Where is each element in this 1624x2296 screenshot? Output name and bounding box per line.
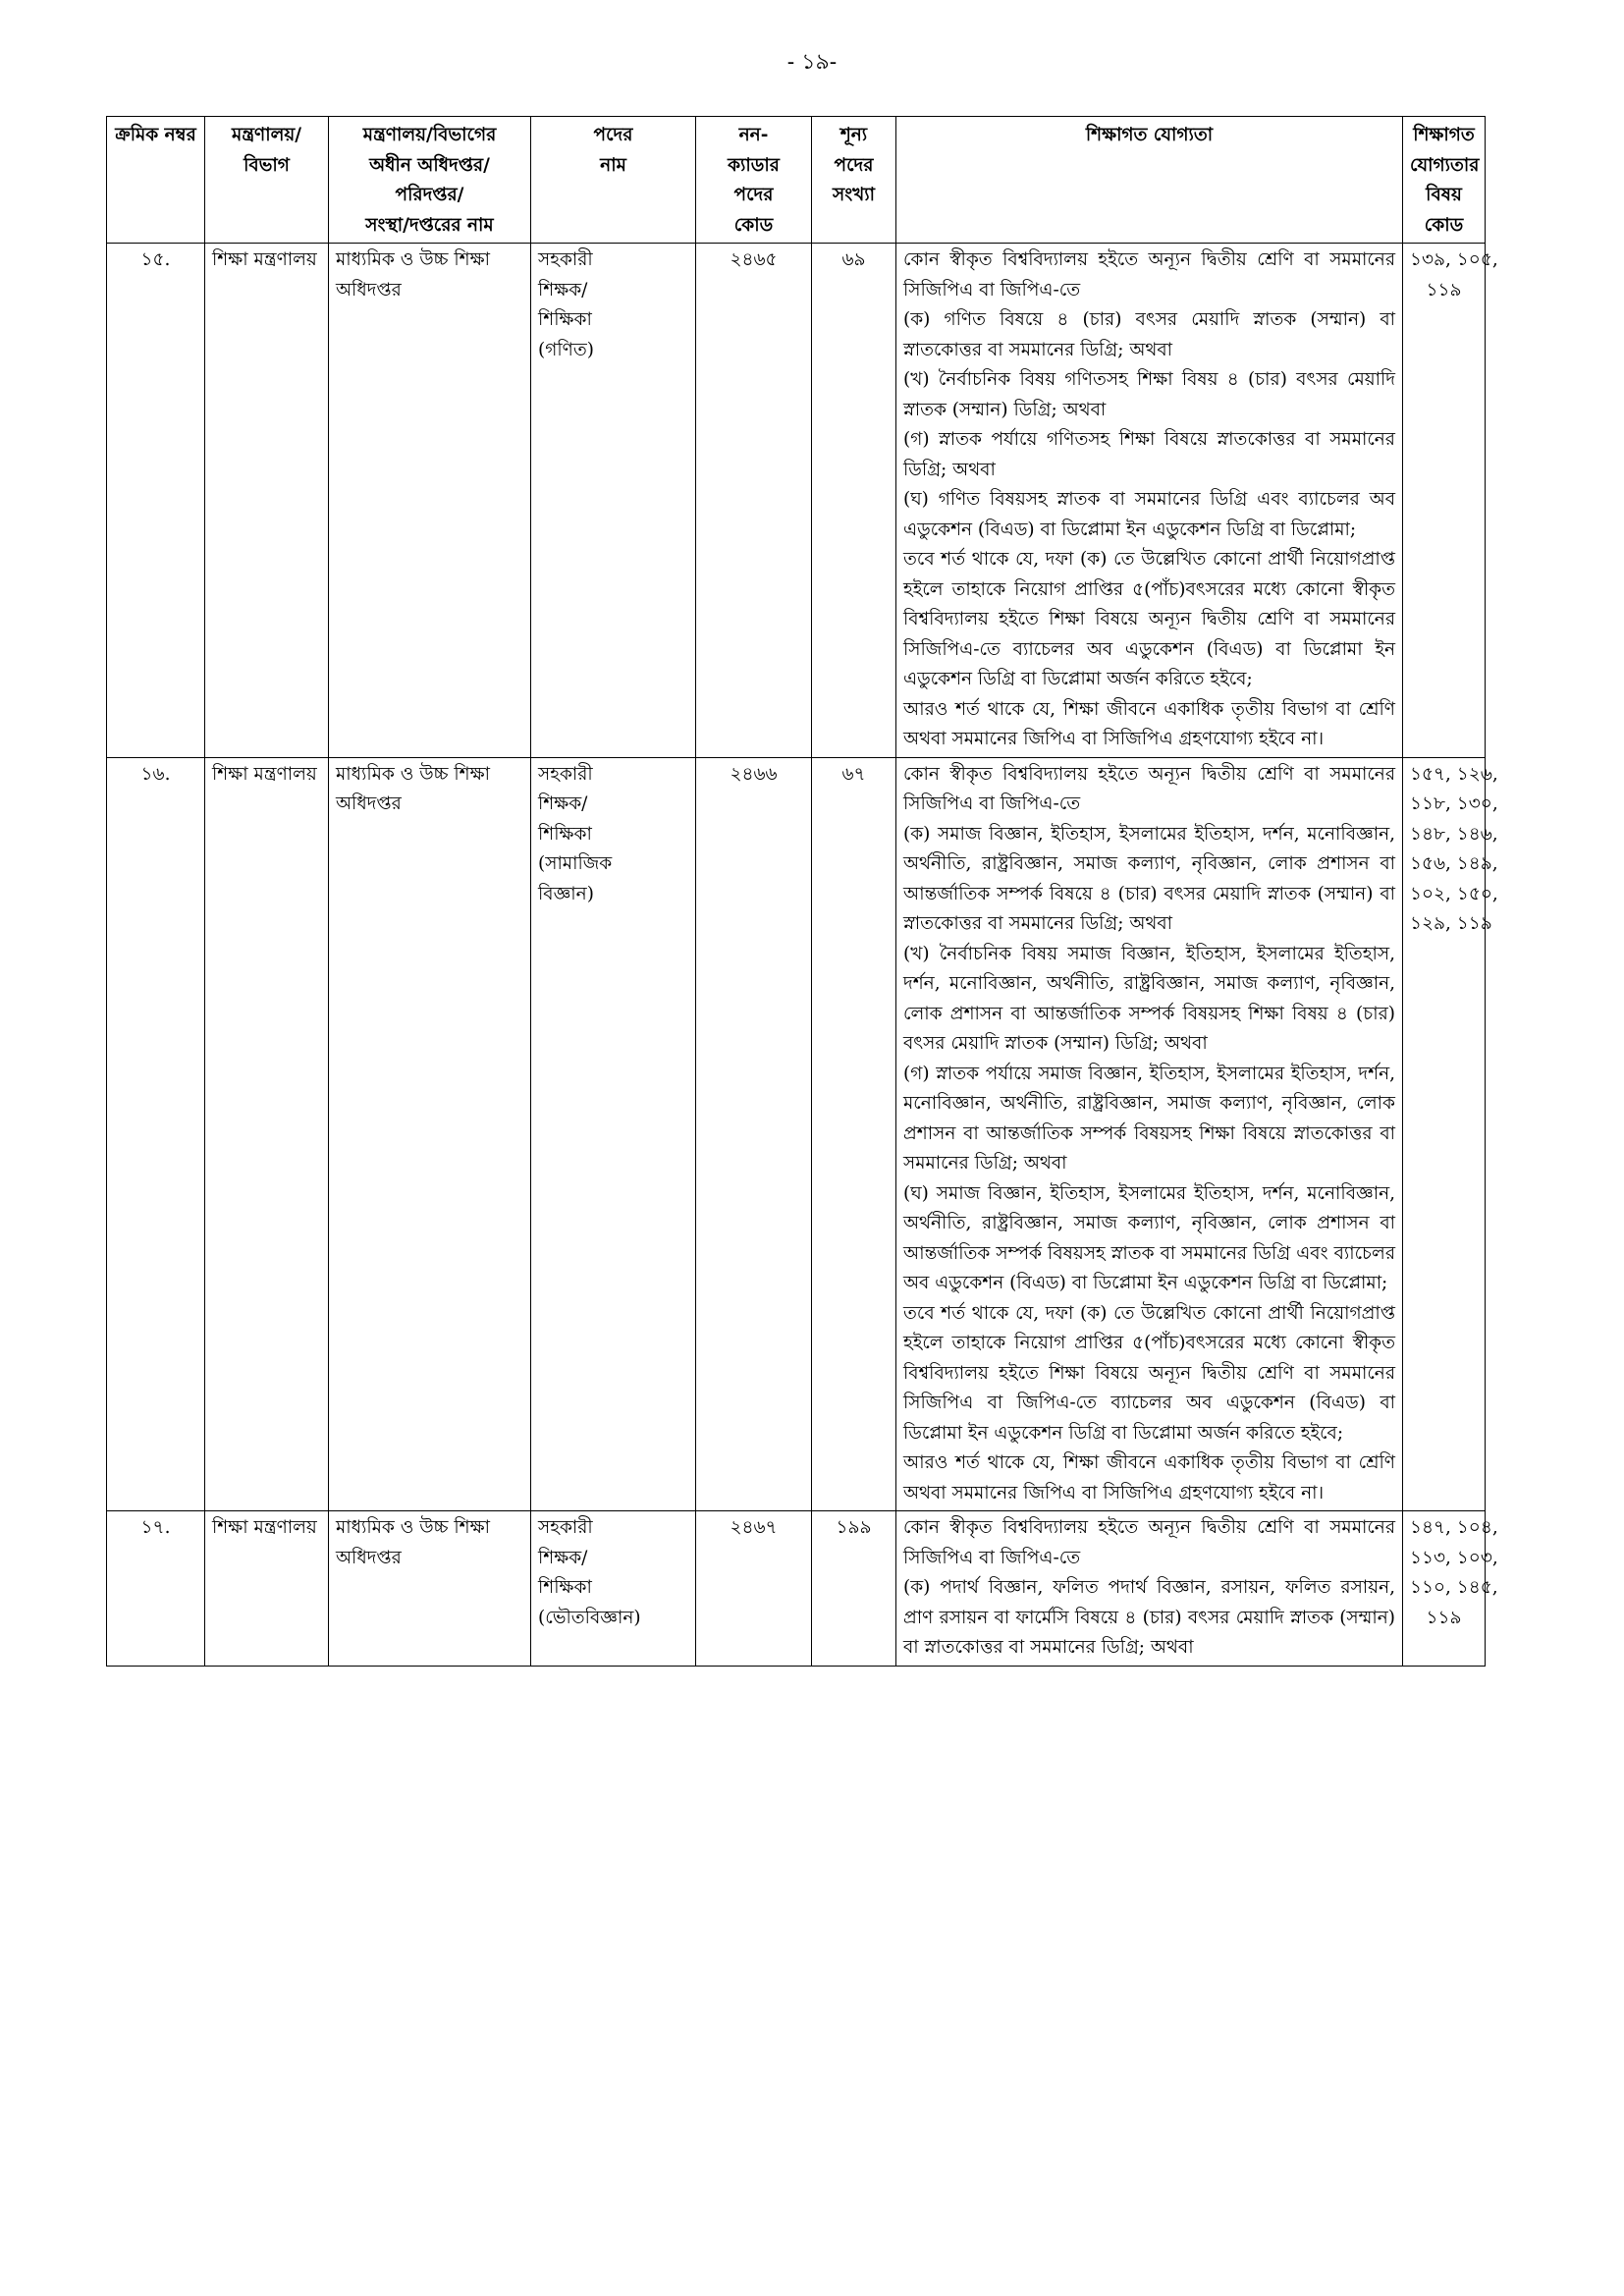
qualification-cell [896,244,1403,758]
post-name-cell: সহকারী শিক্ষক/ শিক্ষিকা (ভৌতবিজ্ঞান) [531,1511,696,1667]
qualification-paragraph: (খ) নৈর্বাচনিক বিষয় সমাজ বিজ্ঞান, ইতিহাস, ইসলামের ইতিহাস, দর্শন, মনোবিজ্ঞান, অর্থনীতি, রাষ্ট্রবিজ্ঞান, সমাজ কল্যাণ, নৃবিজ্ঞান, লোক প্রশাসন বা আন্তর্জাতিক সম্পর্ক বিষয়সহ শিক্ষা বিষয় ৪ (চার) বৎসর মেয়াদি স্নাতক (সম্মান) ডিগ্রি; অথবা [903,943,1395,1054]
page-number: - ১৯- [786,50,838,75]
ministry-cell: শিক্ষা মন্ত্রণালয় [205,757,329,1511]
qualification-paragraph: (ঘ) গণিত বিষয়সহ স্নাতক বা সমমানের ডিগ্রি এবং ব্যাচেলর অব এডুকেশন (বিএড) বা ডিপ্লোমা ইন এডুকেশন ডিগ্রি বা ডিপ্লোমা; [903,489,1395,540]
qualification-paragraph: (গ) স্নাতক পর্যায়ে গণিতসহ শিক্ষা বিষয়ে স্নাতকোত্তর বা সমমানের ডিগ্রি; অথবা [903,429,1395,480]
qualification-cell [896,1511,1403,1667]
qualification-paragraph: (ক) সমাজ বিজ্ঞান, ইতিহাস, ইসলামের ইতিহাস, দর্শন, মনোবিজ্ঞান, অর্থনীতি, রাষ্ট্রবিজ্ঞান, সমাজ কল্যাণ, নৃবিজ্ঞান, লোক প্রশাসন বা আন্তর্জাতিক সম্পর্ক বিষয়ে ৪ (চার) বৎসর মেয়াদি স্নাতক (সম্মান) বা স্নাতকোত্তর বা সমমানের ডিগ্রি; অথবা [903,823,1395,934]
ministry-cell: শিক্ষা মন্ত্রণালয় [205,244,329,758]
ministry-cell: শিক্ষা মন্ত্রণালয় [205,1511,329,1667]
header-department: মন্ত্রণালয়/বিভাগের অধীন অধিদপ্তর/ পরিদপ্তর/ সংস্থা/দপ্তরের নাম [329,117,531,244]
post-name-cell: সহকারী শিক্ষক/ শিক্ষিকা (গণিত) [531,244,696,758]
header-qualification: শিক্ষাগত যোগ্যতা [896,117,1403,244]
qualification-paragraph: (ক) গণিত বিষয়ে ৪ (চার) বৎসর মেয়াদি স্নাতক (সম্মান) বা স্নাতকোত্তর বা সমমানের ডিগ্রি; অথবা [903,309,1395,360]
serial-cell: ১৭. [107,1511,205,1667]
qualification-paragraph: (ঘ) সমাজ বিজ্ঞান, ইতিহাস, ইসলামের ইতিহাস, দর্শন, মনোবিজ্ঞান, অর্থনীতি, রাষ্ট্রবিজ্ঞান, সমাজ কল্যাণ, নৃবিজ্ঞান, লোক প্রশাসন বা আন্তর্জাতিক সম্পর্ক বিষয়সহ স্নাতক বা সমমানের ডিগ্রি এবং ব্যাচেলর অব এডুকেশন (বিএড) বা ডিপ্লোমা ইন এডুকেশন ডিগ্রি বা ডিপ্লোমা; [903,1182,1395,1293]
non-cadre-code-cell: ২৪৬৭ [696,1511,812,1667]
table-row [107,757,1486,1511]
table-row [107,244,1486,758]
qualification-paragraph: তবে শর্ত থাকে যে, দফা (ক) তে উল্লেখিত কোনো প্রার্থী নিয়োগপ্রাপ্ত হইলে তাহাকে নিয়োগ প্রাপ্তির ৫(পাঁচ)বৎসরের মধ্যে কোনো স্বীকৃত বিশ্ববিদ্যালয় হইতে শিক্ষা বিষয়ে অন্যূন দ্বিতীয় শ্রেণি বা সমমানের সিজিপিএ বা জিপিএ-তে ব্যাচেলর অব এডুকেশন (বিএড) বা ডিপ্লোমা ইন এডুকেশন ডিগ্রি বা ডিপ্লোমা অর্জন করিতে হইবে; [903,1302,1395,1444]
post-name-cell: সহকারী শিক্ষক/ শিক্ষিকা (সামাজিক বিজ্ঞান) [531,757,696,1511]
header-row [107,117,1486,244]
header-non-cadre-code: নন- ক্যাডার পদের কোড [696,117,812,244]
vacancy-count-cell: ৬৭ [812,757,896,1511]
qualification-paragraph: আরও শর্ত থাকে যে, শিক্ষা জীবনে একাধিক তৃতীয় বিভাগ বা শ্রেণি অথবা সমমানের জিপিএ বা সিজিপিএ গ্রহণযোগ্য হইবে না। [903,698,1395,749]
non-cadre-code-cell: ২৪৬৬ [696,757,812,1511]
header-post-name: পদের নাম [531,117,696,244]
qualification-cell [896,757,1403,1511]
header-ministry: মন্ত্রণালয়/ বিভাগ [205,117,329,244]
qualification-paragraph: কোন স্বীকৃত বিশ্ববিদ্যালয় হইতে অন্যূন দ্বিতীয় শ্রেণি বা সমমানের সিজিপিএ বা জিপিএ-তে [903,1517,1395,1568]
serial-cell: ১৬. [107,757,205,1511]
vacancy-count-cell: ৬৯ [812,244,896,758]
serial-cell: ১৫. [107,244,205,758]
qualification-paragraph: কোন স্বীকৃত বিশ্ববিদ্যালয় হইতে অন্যূন দ্বিতীয় শ্রেণি বা সমমানের সিজিপিএ বা জিপিএ-তে [903,249,1395,301]
department-cell: মাধ্যমিক ও উচ্চ শিক্ষা অধিদপ্তর [329,1511,531,1667]
qualification-paragraph: আরও শর্ত থাকে যে, শিক্ষা জীবনে একাধিক তৃতীয় বিভাগ বা শ্রেণি অথবা সমমানের জিপিএ বা সিজিপিএ গ্রহণযোগ্য হইবে না। [903,1452,1395,1503]
header-subject-code: শিক্ষাগত যোগ্যতার বিষয় কোড [1403,117,1486,244]
qualification-paragraph: (গ) স্নাতক পর্যায়ে সমাজ বিজ্ঞান, ইতিহাস, ইসলামের ইতিহাস, দর্শন, মনোবিজ্ঞান, অর্থনীতি, রাষ্ট্রবিজ্ঞান, সমাজ কল্যাণ, নৃবিজ্ঞান, লোক প্রশাসন বা আন্তর্জাতিক সম্পর্ক বিষয়সহ শিক্ষা বিষয়ে স্নাতকোত্তর বা সমমানের ডিগ্রি; অথবা [903,1063,1395,1174]
subject-code-cell: ১৫৭, ১২৬, ১১৮, ১৩০, ১৪৮, ১৪৬, ১৫৬, ১৪৯, ১০২, ১৫০, ১২৯, ১১৯ [1403,757,1486,1511]
subject-code-cell: ১৪৭, ১০৪, ১১৩, ১০৩, ১১০, ১৪৫, ১১৯ [1403,1511,1486,1667]
subject-code-cell: ১৩৯, ১০৫, ১১৯ [1403,244,1486,758]
posts-table [106,116,1498,1667]
qualification-paragraph: (খ) নৈর্বাচনিক বিষয় গণিতসহ শিক্ষা বিষয় ৪ (চার) বৎসর মেয়াদি স্নাতক (সম্মান) ডিগ্রি; অথবা [903,369,1395,420]
department-cell: মাধ্যমিক ও উচ্চ শিক্ষা অধিদপ্তর [329,244,531,758]
department-cell: মাধ্যমিক ও উচ্চ শিক্ষা অধিদপ্তর [329,757,531,1511]
qualification-paragraph: কোন স্বীকৃত বিশ্ববিদ্যালয় হইতে অন্যূন দ্বিতীয় শ্রেণি বা সমমানের সিজিপিএ বা জিপিএ-তে [903,763,1395,814]
vacancy-count-cell: ১৯৯ [812,1511,896,1667]
header-serial: ক্রমিক নম্বর [107,117,205,244]
table-row [107,1511,1486,1667]
header-vacancy-count: শূন্য পদের সংখ্যা [812,117,896,244]
qualification-paragraph: (ক) পদার্থ বিজ্ঞান, ফলিত পদার্থ বিজ্ঞান, রসায়ন, ফলিত রসায়ন, প্রাণ রসায়ন বা ফার্মেসি বিষয়ে ৪ (চার) বৎসর মেয়াদি স্নাতক (সম্মান) বা স্নাতকোত্তর বা সমমানের ডিগ্রি; অথবা [903,1577,1395,1658]
non-cadre-code-cell: ২৪৬৫ [696,244,812,758]
qualification-paragraph: তবে শর্ত থাকে যে, দফা (ক) তে উল্লেখিত কোনো প্রার্থী নিয়োগপ্রাপ্ত হইলে তাহাকে নিয়োগ প্রাপ্তির ৫(পাঁচ)বৎসরের মধ্যে কোনো স্বীকৃত বিশ্ববিদ্যালয় হইতে শিক্ষা বিষয়ে অন্যূন দ্বিতীয় শ্রেণি বা সমমানের সিজিপিএ-তে ব্যাচেলর অব এডুকেশন (বিএড) বা ডিপ্লোমা ইন এডুকেশন ডিগ্রি বা ডিপ্লোমা অর্জন করিতে হইবে; [903,549,1395,689]
